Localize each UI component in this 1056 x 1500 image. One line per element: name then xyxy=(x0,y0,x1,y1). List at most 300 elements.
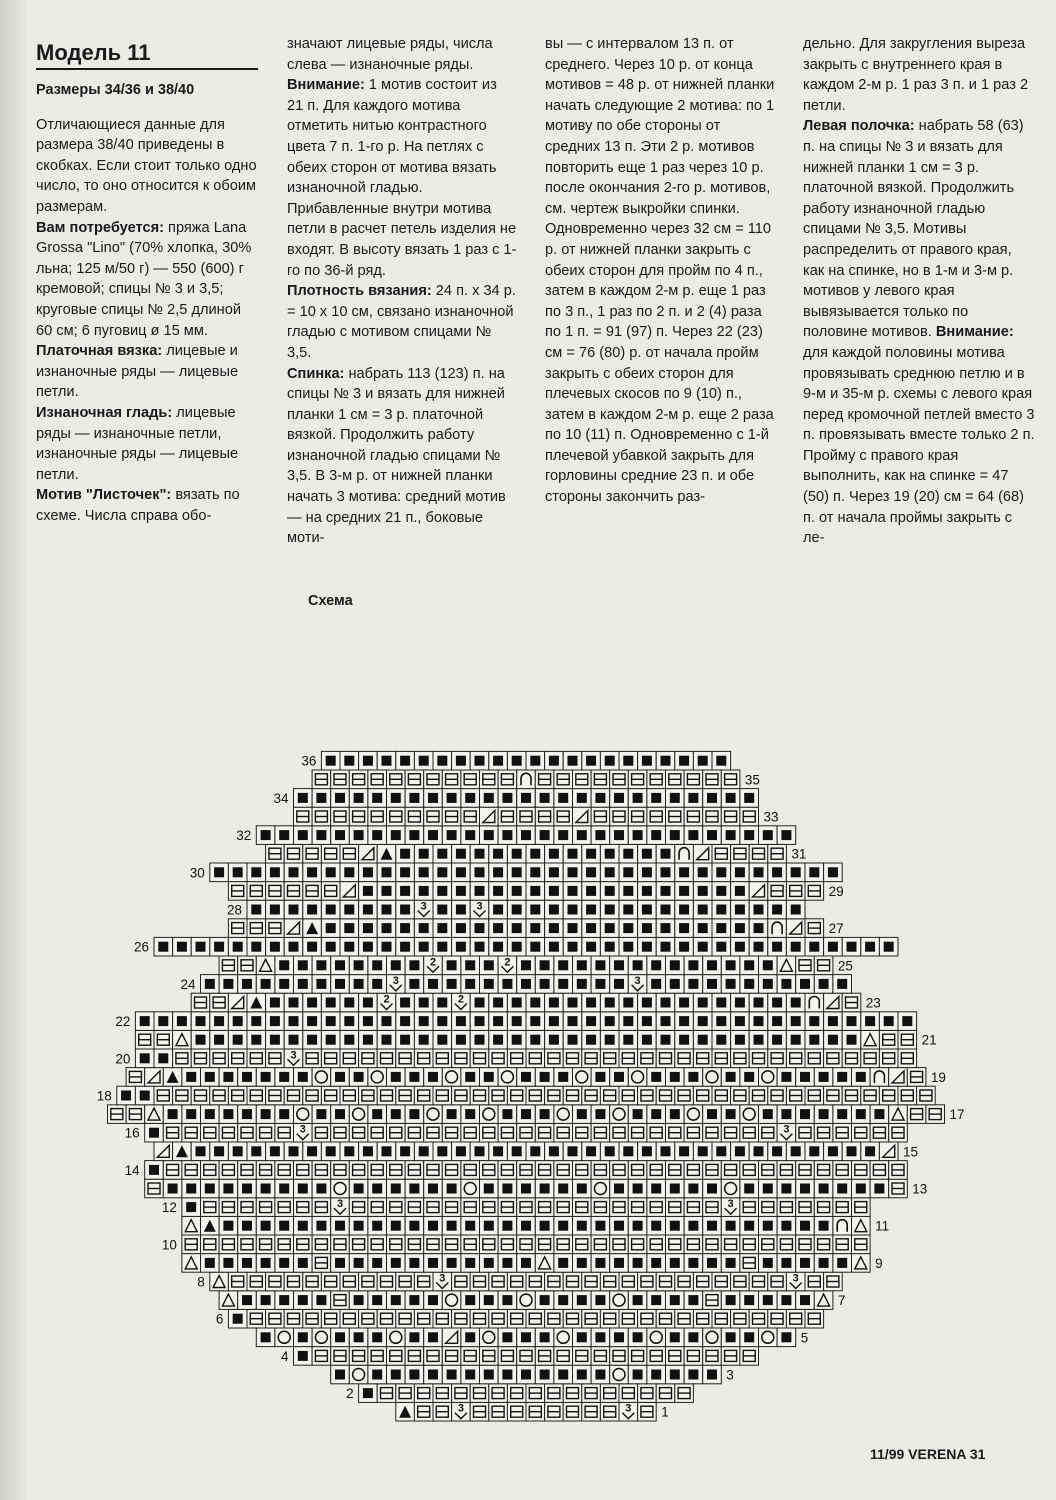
knit-cell xyxy=(424,807,443,826)
purl-cell xyxy=(117,1086,136,1105)
purl-cell xyxy=(805,863,824,882)
knit-cell xyxy=(489,1309,508,1328)
knit-cell xyxy=(461,1347,480,1366)
knit-cell xyxy=(684,1347,703,1366)
dec-left-cell xyxy=(210,1272,229,1291)
knit-cell xyxy=(349,770,368,789)
purl-cell xyxy=(852,1068,871,1087)
yarn-over-cell xyxy=(349,1105,368,1124)
purl-cell xyxy=(684,1365,703,1384)
purl-cell xyxy=(182,1198,201,1217)
purl-cell xyxy=(824,1030,843,1049)
knit-cell xyxy=(507,1086,526,1105)
purl-cell xyxy=(814,1216,833,1235)
svg-text:3: 3 xyxy=(392,974,399,987)
purl-cell xyxy=(312,1179,331,1198)
knit-cell xyxy=(749,1049,768,1068)
knit-cell xyxy=(545,1086,564,1105)
knit-cell xyxy=(256,1235,275,1254)
knit-cell xyxy=(219,956,238,975)
knit-cell xyxy=(712,1086,731,1105)
knit-cell xyxy=(535,1235,554,1254)
purl-cell xyxy=(554,826,573,845)
purl-cell xyxy=(563,863,582,882)
purl-cell xyxy=(238,1254,257,1273)
row-number: 27 xyxy=(828,921,844,937)
purl-cell xyxy=(154,1049,173,1068)
dec-center-cell xyxy=(201,1216,220,1235)
purl-cell xyxy=(210,1142,229,1161)
knit-cell xyxy=(805,882,824,901)
purl-cell xyxy=(693,1142,712,1161)
knit-cell xyxy=(907,1105,926,1124)
knit-cell xyxy=(749,844,768,863)
knit-cell xyxy=(275,1161,294,1180)
purl-cell xyxy=(377,1012,396,1031)
knit-cell xyxy=(284,1272,303,1291)
knit-cell xyxy=(470,1086,489,1105)
purl-cell xyxy=(786,1012,805,1031)
purl-cell xyxy=(805,1030,824,1049)
knit-cell xyxy=(777,1235,796,1254)
purl-cell xyxy=(312,956,331,975)
knit-cell xyxy=(666,1347,685,1366)
knit-cell xyxy=(461,770,480,789)
purl-cell xyxy=(368,1291,387,1310)
purl-cell xyxy=(452,900,471,919)
purl-cell xyxy=(321,919,340,938)
knit-cell xyxy=(684,1235,703,1254)
purl-cell xyxy=(368,1365,387,1384)
knit-cell xyxy=(917,1086,936,1105)
purl-cell xyxy=(535,1179,554,1198)
purl-cell xyxy=(666,956,685,975)
purl-cell xyxy=(610,1216,629,1235)
purl-cell xyxy=(498,789,517,808)
purl-cell xyxy=(768,993,787,1012)
knit-cell xyxy=(526,1272,545,1291)
svg-text:3: 3 xyxy=(792,1272,799,1285)
purl-cell xyxy=(424,1068,443,1087)
attention-text-2: для каждой половины мотива провязывать среднюю петлю и в 9-м и 35-м р. схемы с левого края перед кромочной петлей вместо 3 п. провязывать вместе только 2 п. Пройму с правого края выполнить, как на спинке = 47 (50) п. Через 19 (20) см = 64 (68) п. от начала проймы закрыть с ле- xyxy=(803,344,1035,547)
purl-cell xyxy=(294,1216,313,1235)
purl-cell xyxy=(424,1328,443,1347)
knit-cell xyxy=(424,1347,443,1366)
row-number: 25 xyxy=(837,958,853,974)
purl-cell xyxy=(340,937,359,956)
knit-cell xyxy=(824,1272,843,1291)
svg-text:2: 2 xyxy=(383,993,390,1006)
knit-cell xyxy=(703,1198,722,1217)
purl-cell xyxy=(563,844,582,863)
knit-cell xyxy=(359,1049,378,1068)
purl-cell xyxy=(303,1012,322,1031)
purl-cell xyxy=(619,1142,638,1161)
knit-cell xyxy=(377,1272,396,1291)
purl-cell xyxy=(675,1012,694,1031)
purl-cell xyxy=(470,1012,489,1031)
row-number: 29 xyxy=(828,883,844,899)
knit-cell xyxy=(573,1161,592,1180)
sizes-heading: Размеры 34/36 и 38/40 xyxy=(36,82,195,98)
purl-cell xyxy=(647,1291,666,1310)
purl-cell xyxy=(247,937,266,956)
knit-cell xyxy=(266,1272,285,1291)
purl-cell xyxy=(712,937,731,956)
purl-cell xyxy=(647,789,666,808)
knit-cell xyxy=(526,1309,545,1328)
row-number: 19 xyxy=(930,1069,946,1085)
purl-cell xyxy=(331,1216,350,1235)
purl-cell xyxy=(256,826,275,845)
knit-cell xyxy=(628,1198,647,1217)
knit-cell xyxy=(173,1086,192,1105)
row-number: 8 xyxy=(197,1274,205,1290)
purl-cell xyxy=(535,1328,554,1347)
purl-cell xyxy=(368,1328,387,1347)
schema-row-20 xyxy=(115,1049,916,1068)
purl-cell xyxy=(294,975,313,994)
garter-label: Платочная вязка: xyxy=(36,343,163,360)
purl-cell xyxy=(210,1012,229,1031)
row-number: 1 xyxy=(661,1404,669,1420)
purl-cell xyxy=(526,1142,545,1161)
knit-cell xyxy=(600,1402,619,1421)
purl-cell xyxy=(433,937,452,956)
knit-cell xyxy=(740,1161,759,1180)
purl-cell xyxy=(173,1012,192,1031)
dec-left-cell xyxy=(535,1254,554,1273)
purl-cell xyxy=(824,1142,843,1161)
knit-cell xyxy=(768,1049,787,1068)
purl-cell xyxy=(517,975,536,994)
purl-cell xyxy=(740,1068,759,1087)
purl-cell xyxy=(870,1105,889,1124)
knit-cell xyxy=(759,1198,778,1217)
three-tog-cell xyxy=(331,1198,350,1217)
yarn-over-cell xyxy=(275,1328,294,1347)
dec-center-cell xyxy=(396,1402,415,1421)
purl-cell xyxy=(340,1012,359,1031)
knit-cell xyxy=(228,882,247,901)
schema-title: Схема xyxy=(308,593,353,609)
purl-cell xyxy=(610,1328,629,1347)
purl-cell xyxy=(777,826,796,845)
purl-cell xyxy=(675,882,694,901)
purl-cell xyxy=(600,900,619,919)
knit-cell xyxy=(628,1161,647,1180)
neckline-paragraph: дельно. Для закругления выреза закрыть с внутреннего края в каждом 2-м р. 1 раз 3 п. и 1 раз 2 петли. xyxy=(803,36,1029,114)
knit-cell xyxy=(545,1402,564,1421)
knit-cell xyxy=(517,807,536,826)
knit-cell xyxy=(591,1161,610,1180)
purl-cell xyxy=(498,1328,517,1347)
knit-cell xyxy=(182,1235,201,1254)
three-tog-cell xyxy=(387,975,406,994)
knit-cell xyxy=(656,1384,675,1403)
purl-cell xyxy=(210,1030,229,1049)
knit-cell xyxy=(303,844,322,863)
dec-left-cell xyxy=(256,956,275,975)
purl-cell xyxy=(610,1254,629,1273)
purl-cell xyxy=(368,956,387,975)
purl-cell xyxy=(824,937,843,956)
purl-cell xyxy=(480,826,499,845)
purl-cell xyxy=(480,1179,499,1198)
purl-cell xyxy=(498,1291,517,1310)
knit-cell xyxy=(852,1123,871,1142)
purl-cell xyxy=(256,975,275,994)
purl-cell xyxy=(377,1142,396,1161)
intro-paragraph: Отличающиеся данные для размера 38/40 приведены в скобках. Если стоит только одно число, то оно относится к обоим размерам. xyxy=(36,116,257,215)
back-continued: вы — с интервалом 13 п. от среднего. Через 10 р. от конца мотивов = 48 р. от нижней планки начать следующие 2 мотива: по 1 мотиву по обе стороны от средних 13 п. Эти 2 р. мотивов повторить еще 1 раз через 10 р. после окончания 2-го р. мотивов, см. чертеж выкройки спинки. Одновременно через 32 см = 110 р. от нижней планки закрыть с обеих сторон для пройм по 4 п., затем в каждом 2-м р. еще 1 раз по 3 п., 1 раз по 2 п. и 2 (4) раза по 1 п. = 91 (97) п. Через 22 (23) см = 76 (80) р. от начала пройм закрыть с обеих сторон для плечевых скосов по 9 (10) п., затем в каждом 2-м р. еще 2 раза по 10 (11) п. Одновременно с 1-й плечевой убавкой закрыть для горловины средние 23 п. и обе стороны закончить раз- xyxy=(545,36,775,506)
purl-cell xyxy=(582,919,601,938)
knit-cell xyxy=(470,1049,489,1068)
knit-cell xyxy=(405,770,424,789)
purl-cell xyxy=(638,1030,657,1049)
purl-cell xyxy=(517,1179,536,1198)
knit-cell xyxy=(340,844,359,863)
purl-cell xyxy=(563,900,582,919)
knit-cell xyxy=(666,1235,685,1254)
knit-cell xyxy=(238,956,257,975)
purl-cell xyxy=(396,882,415,901)
svg-text:3: 3 xyxy=(299,1123,306,1136)
three-tog-cell xyxy=(777,1123,796,1142)
yarn-over-cell xyxy=(424,1105,443,1124)
purl-cell xyxy=(387,789,406,808)
yarn-over-cell xyxy=(368,1068,387,1087)
purl-cell xyxy=(591,956,610,975)
purl-cell xyxy=(703,975,722,994)
purl-cell xyxy=(582,1030,601,1049)
row-number: 5 xyxy=(800,1330,809,1346)
purl-cell xyxy=(247,1012,266,1031)
purl-cell xyxy=(461,956,480,975)
knit-cell xyxy=(628,807,647,826)
purl-cell xyxy=(842,1030,861,1049)
purl-cell xyxy=(675,751,694,770)
schema-row-23 xyxy=(191,993,881,1012)
knit-cell xyxy=(517,1198,536,1217)
purl-cell xyxy=(489,900,508,919)
purl-cell xyxy=(442,975,461,994)
knit-cell xyxy=(163,1161,182,1180)
purl-cell xyxy=(405,826,424,845)
purl-cell xyxy=(796,975,815,994)
purl-cell xyxy=(852,1105,871,1124)
knit-cell xyxy=(433,1049,452,1068)
knit-cell xyxy=(740,1347,759,1366)
svg-text:3: 3 xyxy=(783,1123,790,1136)
purl-cell xyxy=(796,1291,815,1310)
purl-cell xyxy=(414,1142,433,1161)
purl-cell xyxy=(554,1365,573,1384)
purl-cell xyxy=(191,1142,210,1161)
purl-cell xyxy=(573,1216,592,1235)
knit-cell xyxy=(433,1384,452,1403)
purl-cell xyxy=(368,1216,387,1235)
knit-cell xyxy=(740,1198,759,1217)
purl-cell xyxy=(191,1030,210,1049)
knit-cell xyxy=(721,807,740,826)
purl-cell xyxy=(638,937,657,956)
knit-cell xyxy=(656,1309,675,1328)
purl-cell xyxy=(563,1142,582,1161)
knit-cell xyxy=(507,1402,526,1421)
purl-cell xyxy=(684,1254,703,1273)
purl-cell xyxy=(628,1328,647,1347)
purl-cell xyxy=(777,1179,796,1198)
knit-cell xyxy=(721,1161,740,1180)
purl-cell xyxy=(238,1105,257,1124)
dec-right-cell xyxy=(340,882,359,901)
purl-cell xyxy=(331,1328,350,1347)
purl-cell xyxy=(573,1105,592,1124)
knit-cell xyxy=(396,1049,415,1068)
purl-cell xyxy=(405,1328,424,1347)
purl-cell xyxy=(656,1030,675,1049)
knit-cell xyxy=(749,1086,768,1105)
knit-cell xyxy=(535,1123,554,1142)
page-footer xyxy=(870,1446,985,1462)
knit-cell xyxy=(879,1049,898,1068)
knit-cell xyxy=(377,1309,396,1328)
purl-cell xyxy=(777,1216,796,1235)
schema-row-32 xyxy=(236,826,795,845)
purl-cell xyxy=(610,1179,629,1198)
purl-cell xyxy=(312,1105,331,1124)
issue-label: 11/99 VERENA xyxy=(870,1446,966,1462)
knit-cell xyxy=(563,1384,582,1403)
dec-left-cell xyxy=(814,1291,833,1310)
knit-cell xyxy=(414,1272,433,1291)
knit-cell xyxy=(600,1049,619,1068)
purl-cell xyxy=(628,789,647,808)
purl-cell xyxy=(703,1216,722,1235)
purl-cell xyxy=(461,826,480,845)
knit-cell xyxy=(777,1198,796,1217)
knit-cell xyxy=(731,1086,750,1105)
row-number: 18 xyxy=(96,1088,112,1104)
dec-right-cell xyxy=(879,1142,898,1161)
row-number: 36 xyxy=(301,753,317,769)
purl-cell xyxy=(442,956,461,975)
purl-cell xyxy=(480,1254,499,1273)
yarn-over-cell xyxy=(312,1068,331,1087)
purl-cell xyxy=(712,751,731,770)
purl-cell xyxy=(814,1179,833,1198)
knit-cell xyxy=(498,1235,517,1254)
knit-cell xyxy=(228,919,247,938)
purl-cell xyxy=(498,1254,517,1273)
purl-cell xyxy=(740,1179,759,1198)
knit-cell xyxy=(284,882,303,901)
knit-cell xyxy=(814,1123,833,1142)
purl-cell xyxy=(452,937,471,956)
purl-cell xyxy=(554,789,573,808)
purl-cell xyxy=(489,882,508,901)
purl-cell xyxy=(470,919,489,938)
knit-cell xyxy=(452,1049,471,1068)
schema-note: значают лицевые ряды, числа слева — изнаночные ряды. xyxy=(287,36,493,73)
row-number: 33 xyxy=(763,809,779,825)
purl-cell xyxy=(489,937,508,956)
row-number: 31 xyxy=(791,846,807,862)
knit-cell xyxy=(842,993,861,1012)
purl-cell xyxy=(759,1254,778,1273)
knit-cell xyxy=(889,1161,908,1180)
purl-cell xyxy=(786,900,805,919)
row-number: 34 xyxy=(273,790,289,806)
row-number: 6 xyxy=(215,1311,224,1327)
knit-cell xyxy=(414,1086,433,1105)
purl-cell xyxy=(331,789,350,808)
purl-cell xyxy=(349,1254,368,1273)
purl-cell xyxy=(656,751,675,770)
purl-cell xyxy=(814,1254,833,1273)
knit-cell xyxy=(294,807,313,826)
knit-cell xyxy=(768,882,787,901)
knit-cell xyxy=(591,1123,610,1142)
purl-cell xyxy=(433,919,452,938)
purl-cell xyxy=(619,863,638,882)
purl-cell xyxy=(591,1291,610,1310)
knit-cell xyxy=(405,1161,424,1180)
purl-cell xyxy=(554,956,573,975)
knit-cell xyxy=(201,1198,220,1217)
purl-cell xyxy=(275,956,294,975)
knit-cell xyxy=(210,993,229,1012)
knit-cell xyxy=(284,1086,303,1105)
svg-text:2: 2 xyxy=(429,956,437,969)
purl-cell xyxy=(228,937,247,956)
purl-cell xyxy=(666,1216,685,1235)
purl-cell xyxy=(182,1179,201,1198)
purl-cell xyxy=(545,882,564,901)
knit-cell xyxy=(480,1123,499,1142)
knit-cell xyxy=(554,1235,573,1254)
row-number: 26 xyxy=(133,939,149,955)
left-front-text: набрать 58 (63) п. на спицы № 3 и вязать для нижней планки 1 см = 3 р. платочной вязкой. Продолжить работу изнаночной гладью спицами № 3,5. Мотивы распределить от правого края, как на спинке, но в 1-м и 3-м р. мотивов у левого края вывязывается только по половине мотивов. xyxy=(803,118,1024,341)
row-number: 20 xyxy=(115,1051,131,1067)
purl-cell xyxy=(628,1105,647,1124)
knit-cell xyxy=(480,1198,499,1217)
purl-cell xyxy=(619,882,638,901)
purl-cell xyxy=(573,1328,592,1347)
purl-cell xyxy=(684,956,703,975)
schema-row-26 xyxy=(134,937,898,956)
purl-cell xyxy=(861,1142,880,1161)
back-label: Спинка: xyxy=(287,365,345,382)
purl-cell xyxy=(396,751,415,770)
knit-cell xyxy=(470,1384,489,1403)
knit-cell xyxy=(201,1235,220,1254)
purl-cell xyxy=(675,863,694,882)
purl-cell xyxy=(638,900,657,919)
yarn-over-cell xyxy=(554,1328,573,1347)
purl-cell xyxy=(628,1291,647,1310)
motif-label: Мотив "Листочек": xyxy=(36,487,172,504)
purl-cell xyxy=(712,1142,731,1161)
knit-cell xyxy=(266,844,285,863)
knit-cell xyxy=(824,1086,843,1105)
purl-cell xyxy=(340,1142,359,1161)
purl-cell xyxy=(731,937,750,956)
knit-cell xyxy=(359,1086,378,1105)
purl-cell xyxy=(526,919,545,938)
knit-cell xyxy=(833,1198,852,1217)
